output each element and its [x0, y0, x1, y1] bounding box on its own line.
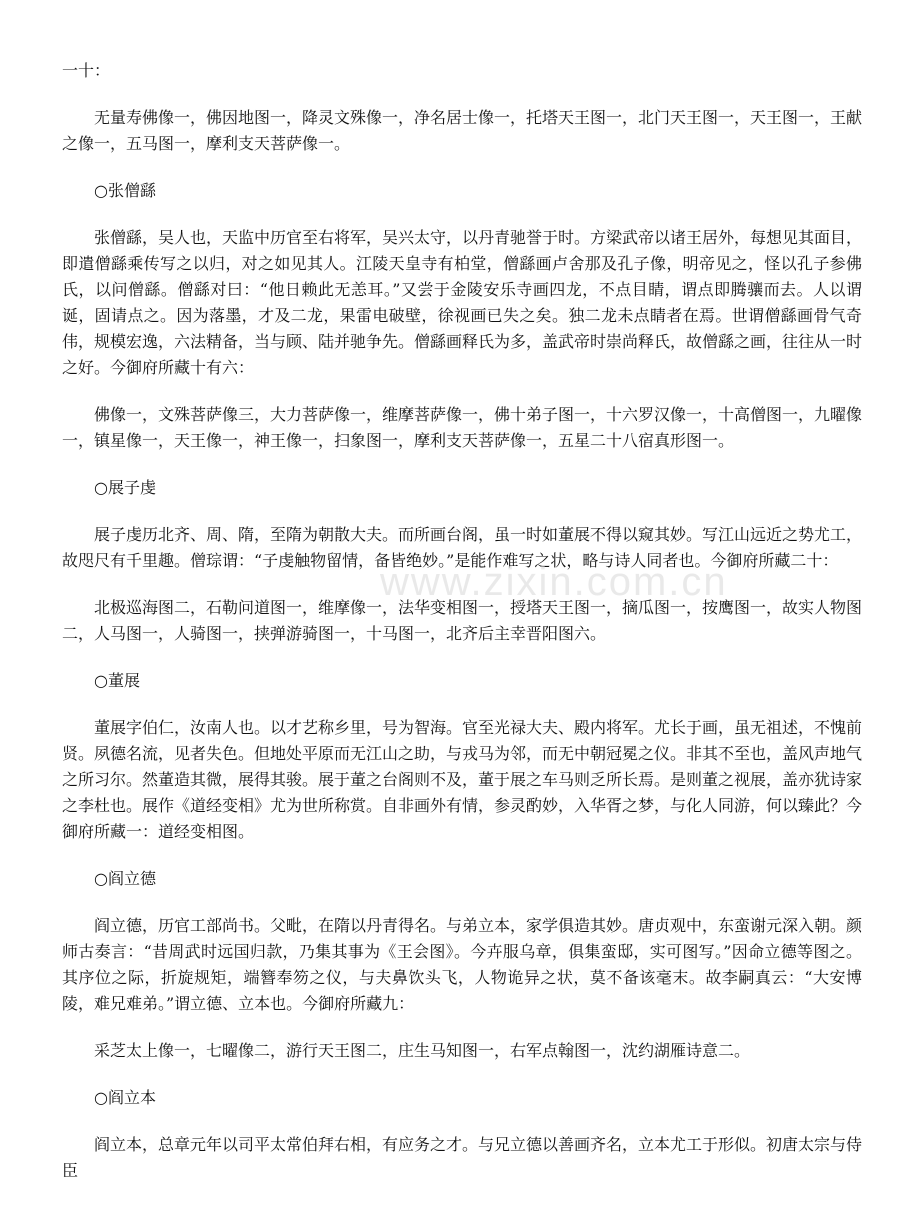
body-paragraph: 阎立德，历官工部尚书。父毗，在隋以丹青得名。与弟立本，家学俱造其妙。唐贞观中，东蛮谢元深入朝。颜师古奏言：“昔周武时远国归款，乃集其事为《王会图》。今卉服乌章，俱集蛮邸，实可图写。”因命立德等图之。其序位之际，折旋规矩，端簪奉笏之仪，与夫鼻饮头飞，人物诡异之状，莫不备该毫末。故李嗣真云：“大安博陵，难兄难弟。”谓立德、立本也。今御府所藏九： [62, 916, 863, 1013]
section-heading: ○董展 [94, 671, 140, 690]
body-paragraph: 一十： [62, 61, 111, 80]
body-paragraph: 佛像一，文殊菩萨像三，大力菩萨像一，维摩菩萨像一，佛十弟子图一，十六罗汉像一，十高僧图一，九曜像一，镇星像一，天王像一，神王像一，扫象图一，摩利支天菩萨像一，五星二十八宿真形图一。 [62, 405, 863, 450]
body-paragraph: 无量寿佛像一，佛因地图一，降灵文殊像一，净名居士像一，托塔天王图一，北门天王图一，天王图一，王献之像一，五马图一，摩利支天菩萨像一。 [62, 108, 863, 153]
body-paragraph: 阎立本，总章元年以司平太常伯拜右相，有应务之才。与兄立德以善画齐名，立本尤工于形似。初唐太宗与侍臣 [62, 1135, 863, 1180]
document-page [62, 58, 862, 1205]
body-paragraph: 北极巡海图二，石勒问道图一，维摩像一，法华变相图一，授塔天王图一，摘瓜图一，按鹰图一，故实人物图二，人马图一，人骑图一，挟弹游骑图一，十马图一，北齐后主幸晋阳图六。 [62, 598, 863, 643]
section-heading: ○阎立德 [94, 869, 156, 888]
body-paragraph: 展子虔历北齐、周、隋，至隋为朝散大夫。而所画台阁，虽一时如董展不得以窥其妙。写江山远近之势尤工，故咫尺有千里趣。僧琮谓：“子虔触物留情，备皆绝妙。”是能作难写之状，略与诗人同者也。今御府所藏二十： [62, 525, 863, 570]
section-heading: ○张僧繇 [94, 181, 156, 200]
body-paragraph: 采芝太上像一，七曜像二，游行天王图二，庄生马知图一，右军点翰图一，沈约湖雁诗意二。 [94, 1041, 751, 1060]
body-paragraph: 张僧繇，吴人也，天监中历官至右将军，吴兴太守，以丹青驰誉于时。方梁武帝以诸王居外，每想见其面目，即遣僧繇乘传写之以归，对之如见其人。江陵天皇寺有柏堂，僧繇画卢舍那及孔子像，明帝见之，怪以孔子参佛氏，以问僧繇。僧繇对曰：“他日赖此无恙耳。”又尝于金陵安乐寺画四龙，不点目睛，谓点即腾骧而去。人以谓诞，固请点之。因为落墨，才及二龙，果雷电破壁，徐视画已失之矣。独二龙未点睛者在焉。世谓僧繇画骨气奇伟，规模宏逸，六法精备，当与顾、陆并驰争先。僧繇画释氏为多，盖武帝时崇尚释氏，故僧繇之画，往往从一时之好。今御府所藏十有六： [62, 228, 863, 377]
watermark: www.zixin.com.cn [380, 560, 728, 604]
body-paragraph: 董展字伯仁，汝南人也。以才艺称乡里，号为智海。官至光禄大夫、殿内将军。尤长于画，虽无祖述，不愧前贤。夙德名流，见者失色。但地处平原而无江山之助，与戎马为邻，而无中朝冠冕之仪。非其不至也，盖风声地气之所习尔。然董造其微，展得其骏。展于董之台阁则不及，董于展之车马则乏所长焉。是则董之视展，盖亦犹诗家之李杜也。展作《道经变相》尤为世所称赏。自非画外有情，参灵酌妙，入华胥之梦，与化人同游，何以臻此？今御府所藏一：道经变相图。 [62, 718, 863, 841]
section-heading: ○展子虔 [94, 478, 156, 497]
section-heading: ○阎立本 [94, 1088, 156, 1107]
